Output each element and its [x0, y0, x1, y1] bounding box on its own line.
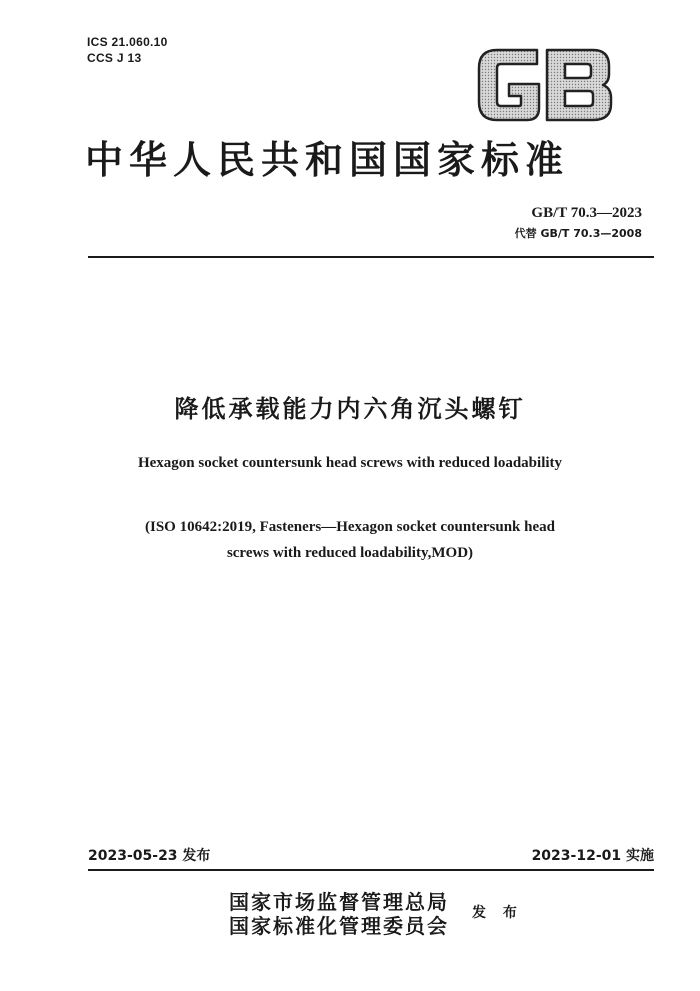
gb-logo: [475, 44, 615, 126]
issuer-sac: 国家标准化管理委员会: [229, 914, 449, 938]
iso-reference-line-2: screws with reduced loadability,MOD): [226, 545, 474, 561]
standard-number: GB/T 70.3—2023: [531, 205, 642, 221]
english-title: Hexagon socket countersunk head screws with reduced loadability: [137, 455, 563, 471]
chinese-title: 降低承载能力内六角沉头螺钉: [174, 395, 526, 423]
bottom-divider: [88, 869, 654, 871]
issuing-authorities: [229, 890, 449, 938]
issuer-samr: 国家市场监督管理总局: [229, 890, 449, 914]
ics-code: ICS 21.060.10: [87, 35, 168, 49]
gb-logo-letter-g: [479, 50, 539, 120]
publish-label: 发 布: [472, 905, 523, 921]
gb-logo-letter-b: [547, 50, 611, 120]
iso-reference: [0, 514, 700, 566]
ccs-code: CCS J 13: [87, 51, 142, 65]
replaces-standard: 代替 GB/T 70.3—2008: [514, 227, 642, 240]
standard-type-heading: 中华人民共和国国家标准: [85, 137, 570, 182]
issue-date: 2023-05-23 发布: [88, 848, 211, 864]
implementation-date: 2023-12-01 实施: [531, 848, 654, 864]
classification-codes: [87, 34, 168, 66]
iso-reference-line-1: (ISO 10642:2019, Fasteners—Hexagon socket countersunk head: [144, 519, 555, 535]
top-divider: [88, 256, 654, 258]
